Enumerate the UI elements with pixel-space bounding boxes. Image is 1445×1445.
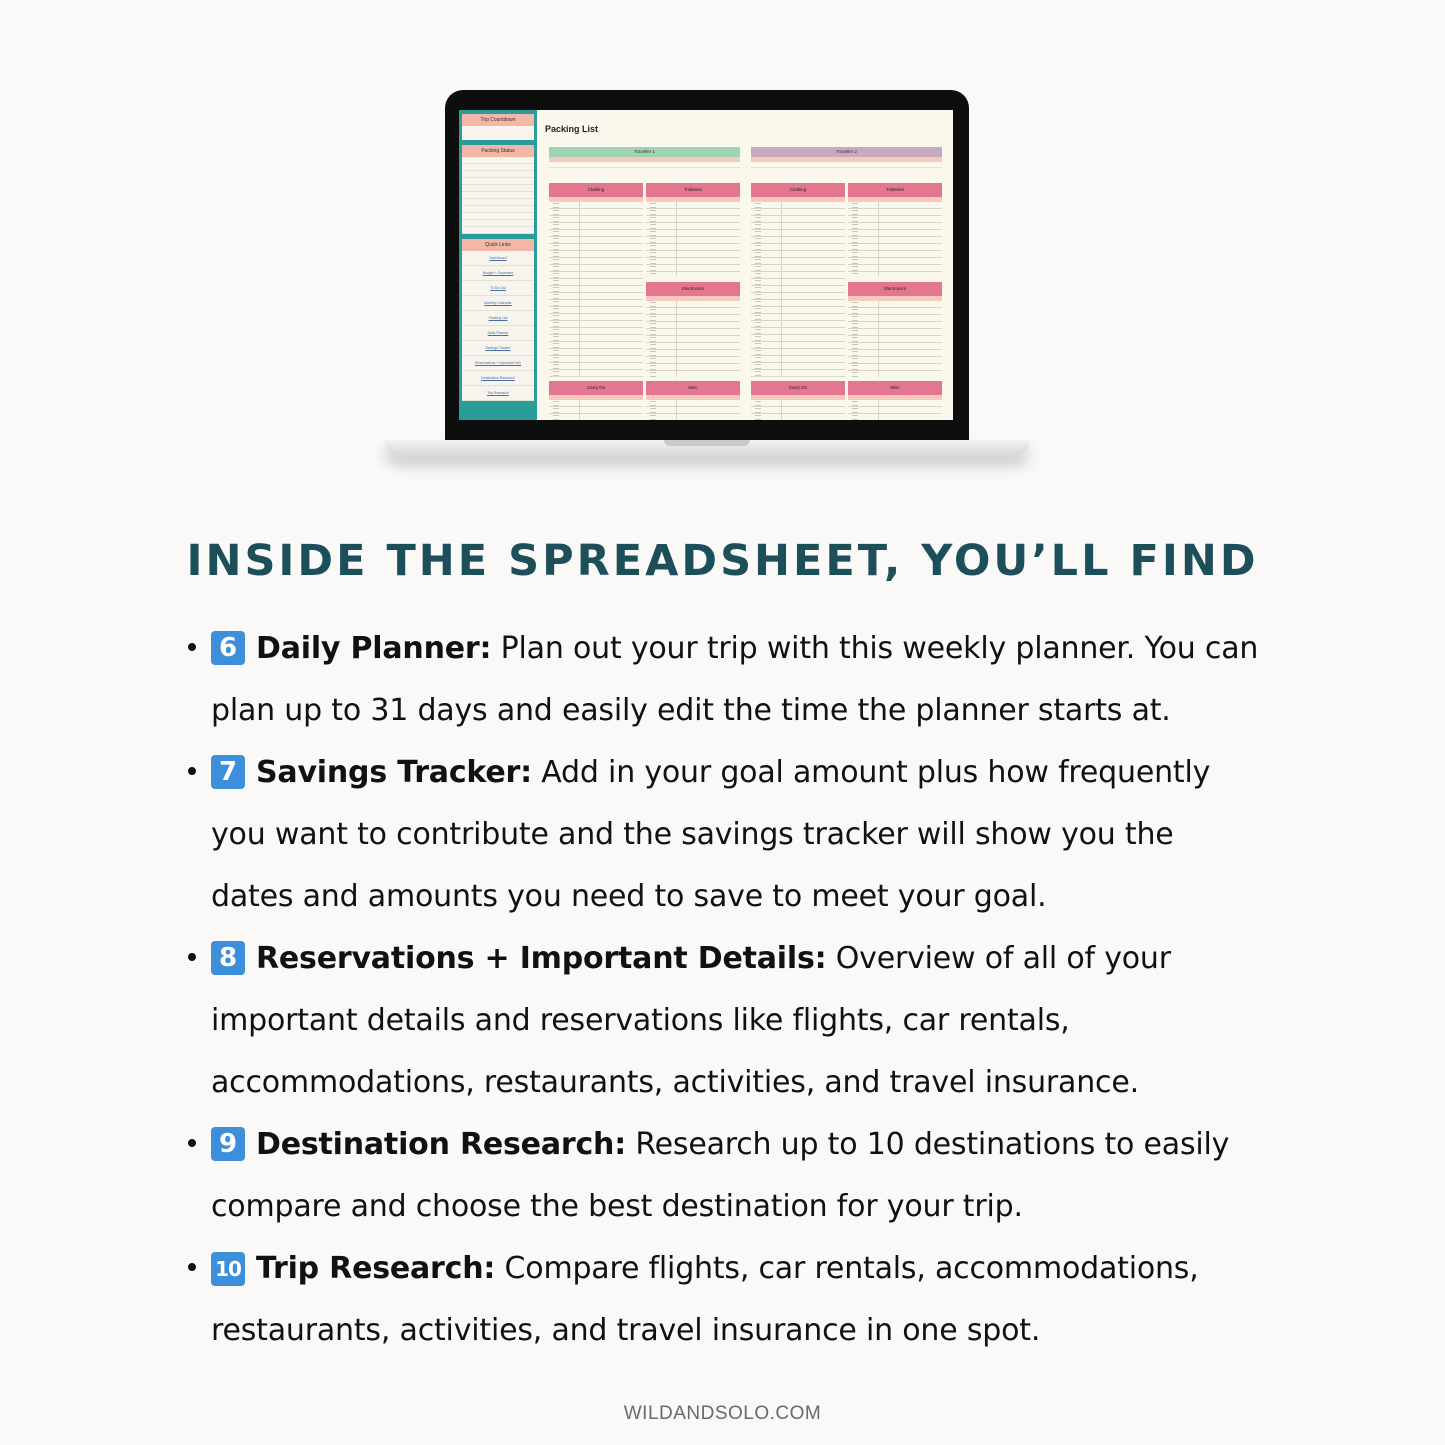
spreadsheet-screen [459,110,953,420]
feature-title: Trip Research: [256,1251,496,1286]
category-clothing-1 [549,183,643,377]
trip-countdown-box [462,114,534,140]
traveller-2-block [751,147,942,167]
number-badge-icon: 10 [211,1252,245,1286]
feature-text: Add in your goal amount plus how frequently [531,755,1211,790]
bullet-icon [188,1263,196,1271]
footer-website: WILDANDSOLO.COM [623,1403,822,1424]
feature-text: restaurants, activities, and travel insurance in one spot. [211,1313,1041,1348]
packing-status-header: Packing Status [462,145,534,157]
feature-text: you want to contribute and the savings tracker will show you the [211,817,1174,852]
trip-countdown-header: Trip Countdown [462,114,534,126]
quick-link[interactable]: Destination Research [462,371,534,386]
laptop-notch [664,440,750,446]
feature-trip-research [188,1238,1308,1362]
feature-title: Daily Planner: [256,631,492,666]
feature-text: Compare flights, car rentals, accommodations, [495,1251,1199,1286]
packing-status-box [462,145,534,234]
feature-text: Overview of all of your [826,941,1171,976]
quick-link[interactable]: To Do List [462,281,534,296]
bullet-icon [188,767,196,775]
sheet-sidebar [459,110,537,420]
category-header: Carry On [751,381,845,395]
feature-text: plan up to 31 days and easily edit the time the planner starts at. [211,693,1171,728]
number-badge-icon: 7 [211,755,245,789]
traveller-1-header: Traveller 1 [549,147,740,157]
feature-text: compare and choose the best destination for your trip. [211,1189,1023,1224]
laptop-mockup [384,90,1032,480]
category-header: Clothing [751,183,845,197]
quick-links-box [462,239,534,401]
number-badge-icon: 6 [211,631,245,665]
category-header: Misc [848,381,942,395]
category-clothing-2 [751,183,845,377]
traveller-1-block [549,147,740,167]
feature-title: Savings Tracker: [256,755,532,790]
feature-text: dates and amounts you need to save to meet your goal. [211,879,1047,914]
bullet-icon [188,643,196,651]
section-heading: INSIDE THE SPREADSHEET, YOU’LL FIND [186,536,1259,586]
category-toiletries-2 [848,183,942,276]
quick-link[interactable]: Monthly Calendar [462,296,534,311]
feature-text: Plan out your trip with this weekly planner. You can [491,631,1259,666]
feature-savings-tracker [188,742,1308,928]
feature-text: accommodations, restaurants, activities, and travel insurance. [211,1065,1139,1100]
category-header: Misc [646,381,740,395]
category-header: Electronics [646,282,740,296]
quick-link[interactable]: Savings Tracker [462,341,534,356]
category-header: Clothing [549,183,643,197]
number-badge-icon: 9 [211,1127,245,1161]
laptop-lid [445,90,969,442]
quick-link[interactable]: Daily Planner [462,326,534,341]
feature-text: Research up to 10 destinations to easily [626,1127,1230,1162]
category-carry-on-1 [549,381,643,420]
category-misc-1 [646,381,740,420]
category-electronics-1 [646,282,740,377]
category-misc-2 [848,381,942,420]
quick-link[interactable]: Reservations + Important Info [462,356,534,371]
traveller-2-header: Traveller 2 [751,147,942,157]
sheet-title: Packing List [545,124,599,134]
quick-link[interactable]: Dashboard [462,251,534,266]
bullet-icon [188,953,196,961]
category-header: Toiletries [646,183,740,197]
feature-title: Reservations + Important Details: [256,941,827,976]
feature-daily-planner [188,618,1308,742]
feature-title: Destination Research: [256,1127,626,1162]
category-header: Electronics [848,282,942,296]
category-header: Carry On [549,381,643,395]
feature-destination-research [188,1114,1308,1238]
quick-link[interactable]: Budget + Expenses [462,266,534,281]
feature-list [188,618,1308,1362]
category-header: Toiletries [848,183,942,197]
category-carry-on-2 [751,381,845,420]
quick-link[interactable]: Packing List [462,311,534,326]
quick-link[interactable]: Trip Research [462,386,534,401]
feature-text: important details and reservations like flights, car rentals, [211,1003,1070,1038]
feature-reservations [188,928,1308,1114]
category-toiletries-1 [646,183,740,276]
bullet-icon [188,1139,196,1147]
category-electronics-2 [848,282,942,377]
number-badge-icon: 8 [211,941,245,975]
quick-links-header: Quick Links [462,239,534,251]
